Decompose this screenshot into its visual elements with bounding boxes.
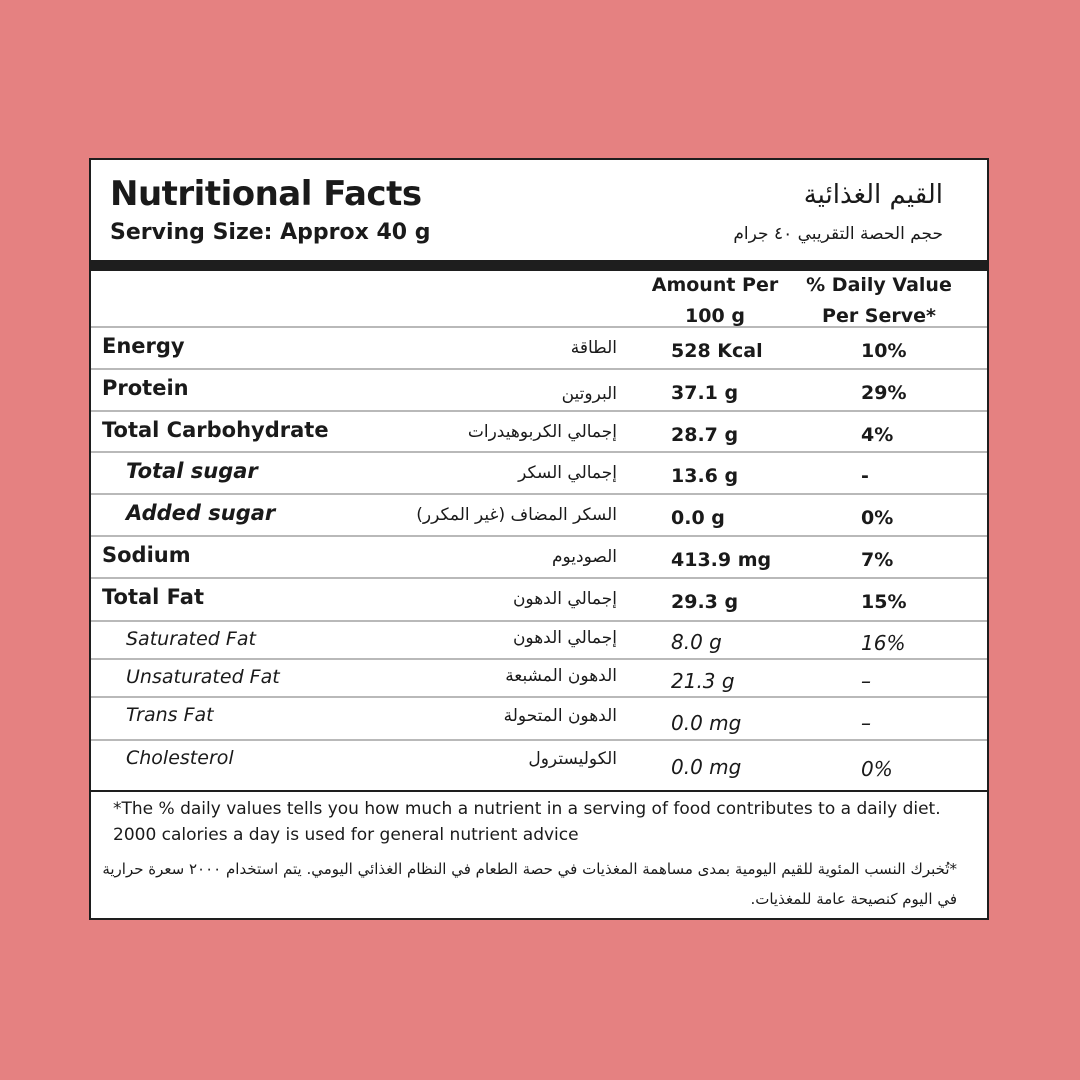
nutrient-name-arabic: الطاقة — [570, 338, 617, 358]
nutrient-name-arabic: إجمالي الكربوهيدرات — [467, 422, 617, 442]
nutrient-row-saturated-fat — [91, 620, 987, 658]
nutrient-daily-value: – — [861, 669, 871, 693]
nutrient-name: Added sugar — [126, 501, 276, 525]
nutrient-row-added-sugar — [91, 493, 987, 535]
amount-column-header — [639, 270, 791, 332]
footnote-english: *The % daily values tells you how much a nutrient in a serving of food contributes to a daily diet. 2000 calories a day is used for general nutrient advice — [113, 799, 941, 845]
nutrient-name-arabic: إجمالي السكر — [518, 463, 617, 483]
nutrient-daily-value: - — [861, 465, 869, 487]
nutrient-name: Unsaturated Fat — [126, 666, 280, 688]
nutrient-daily-value: – — [861, 711, 871, 735]
nutrient-amount: 8.0 g — [671, 630, 722, 654]
nutrient-name-arabic: الدهون المتحولة — [503, 706, 617, 726]
dv-header-line1: % Daily Value — [806, 274, 952, 296]
nutrient-name-arabic: إجمالي الدهون — [512, 628, 617, 648]
nutrient-name: Protein — [102, 376, 189, 400]
nutrient-row-sodium — [91, 535, 987, 577]
nutrient-row-cholesterol — [91, 739, 987, 790]
nutrient-row-total-sugar — [91, 451, 987, 493]
nutrient-row-trans-fat — [91, 696, 987, 739]
nutrient-name-arabic: إجمالي الدهون — [512, 589, 617, 609]
nutrient-amount: 28.7 g — [671, 424, 739, 446]
nutrient-table — [91, 326, 987, 790]
nutrient-amount: 0.0 g — [671, 507, 725, 529]
nutrient-row-total-carbohydrate — [91, 410, 987, 451]
panel-header — [91, 160, 987, 260]
footnote-divider — [91, 790, 987, 792]
amount-header-line1: Amount Per — [651, 274, 779, 296]
amount-header-line2: 100 g — [685, 305, 745, 327]
nutrient-amount: 0.0 mg — [671, 755, 742, 779]
footnote-arabic: *تُخبرك النسب المئوية للقيم اليومية بمدى مساهمة المغذيات في حصة الطعام في النظام الغذائي اليومي. يتم استخدام ٢٠٠٠ سعرة حرارية في اليوم كنصيحة عامة للمغذيات. — [102, 860, 957, 908]
nutrient-name: Trans Fat — [126, 704, 214, 726]
nutrient-daily-value: 0% — [861, 757, 893, 781]
title-english: Nutritional Facts — [110, 174, 422, 214]
nutrient-name-arabic: الدهون المشبعة — [505, 666, 617, 686]
nutrient-daily-value: 0% — [861, 507, 894, 529]
nutrient-amount: 13.6 g — [671, 465, 739, 487]
serving-size-arabic: حجم الحصة التقريبي ٤٠ جرام — [733, 224, 943, 244]
nutrient-amount: 37.1 g — [671, 382, 739, 404]
nutrition-facts-panel — [89, 158, 989, 920]
nutrient-name-arabic: الصوديوم — [551, 547, 617, 567]
nutrient-daily-value: 10% — [861, 340, 907, 362]
nutrient-name-arabic: البروتين — [561, 384, 617, 404]
title-arabic: القيم الغذائية — [803, 180, 943, 210]
nutrient-row-unsaturated-fat — [91, 658, 987, 696]
nutrient-name: Cholesterol — [126, 747, 234, 769]
nutrient-name: Total Fat — [102, 585, 205, 609]
nutrient-amount: 21.3 g — [671, 669, 735, 693]
dv-header-line2: Per Serve* — [822, 305, 936, 327]
serving-size-english: Serving Size: Approx 40 g — [110, 220, 431, 245]
nutrient-daily-value: 29% — [861, 382, 907, 404]
nutrient-daily-value: 15% — [861, 591, 907, 613]
nutrient-row-total-fat — [91, 577, 987, 620]
nutrient-amount: 0.0 mg — [671, 711, 742, 735]
nutrient-daily-value: 7% — [861, 549, 894, 571]
nutrient-daily-value: 16% — [861, 631, 906, 655]
nutrient-name: Saturated Fat — [126, 628, 256, 650]
nutrient-daily-value: 4% — [861, 424, 894, 446]
nutrient-name-arabic: الكوليسترول — [528, 749, 617, 769]
nutrient-name: Total sugar — [126, 459, 258, 483]
nutrient-amount: 528 Kcal — [671, 340, 763, 362]
nutrient-name: Energy — [102, 334, 185, 358]
nutrient-name: Sodium — [102, 543, 191, 567]
nutrient-row-energy — [91, 326, 987, 368]
nutrient-row-protein — [91, 368, 987, 410]
daily-value-column-header — [793, 270, 965, 332]
nutrient-amount: 29.3 g — [671, 591, 739, 613]
nutrient-name-arabic: السكر المضاف (غير المكرر) — [416, 505, 617, 525]
nutrient-name: Total Carbohydrate — [102, 418, 329, 442]
nutrient-amount: 413.9 mg — [671, 549, 772, 571]
